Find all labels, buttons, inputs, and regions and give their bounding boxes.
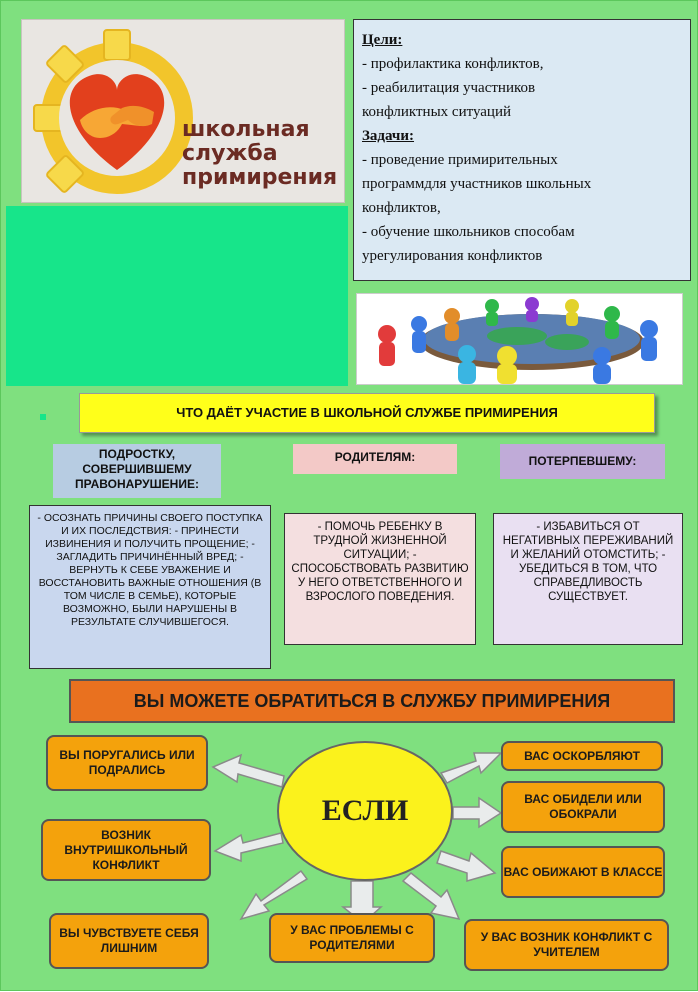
case-feel-superfluous: ВЫ ЧУВСТВУЕТЕ СЕБЯ ЛИШНИМ (49, 913, 209, 969)
task-line: - обучение школьников способам (362, 224, 575, 240)
logo-text: школьная служба примирения (182, 117, 338, 190)
goals-heading: Цели: (362, 32, 403, 48)
case-bullied-in-class: ВАС ОБИЖАЮТ В КЛАССЕ (501, 846, 665, 898)
parents-benefits-card: - ПОМОЧЬ РЕБЕНКУ В ТРУДНОЙ ЖИЗНЕННОЙ СИТУАЦИИ; - СПОСОБСТВОВАТЬ РАЗВИТИЮ У НЕГО ОТВЕТСТВЕННОГО И ВЗРОСЛОГО ПОВЕДЕНИЯ. (284, 513, 476, 645)
task-line: урегулирования конфликтов (362, 248, 543, 264)
case-teacher-conflict: У ВАС ВОЗНИК КОНФЛИКТ С УЧИТЕЛЕМ (464, 919, 669, 971)
victim-header: ПОТЕРПЕВШЕМУ: (500, 444, 665, 479)
parents-header: РОДИТЕЛЯМ: (293, 444, 457, 474)
benefits-title: ЧТО ДАЁТ УЧАСТИЕ В ШКОЛЬНОЙ СЛУЖБЕ ПРИМИРЕНИЯ (79, 393, 655, 433)
case-parent-problems: У ВАС ПРОБЛЕМЫ С РОДИТЕЛЯМИ (269, 913, 435, 963)
task-line: - проведение примирительных (362, 152, 558, 168)
case-insulted: ВАС ОСКОРБЛЯЮТ (501, 741, 663, 771)
victim-benefits-card: - ИЗБАВИТЬСЯ ОТ НЕГАТИВНЫХ ПЕРЕЖИВАНИЙ И ЖЕЛАНИЙ ОТОМСТИТЬ; - УБЕДИТЬСЯ В ТОМ, ЧТО СПРАВЕДЛИВОСТЬ СУЩЕСТВУЕТ. (493, 513, 683, 645)
task-line: конфликтов, (362, 200, 441, 216)
if-ellipse: ЕСЛИ (277, 741, 453, 881)
case-quarrel: ВЫ ПОРУГАЛИСЬ ИЛИ ПОДРАЛИСЬ (46, 735, 208, 791)
teen-benefits-card: - ОСОЗНАТЬ ПРИЧИНЫ СВОЕГО ПОСТУПКА И ИХ ПОСЛЕДСТВИЯ: - ПРИНЕСТИ ИЗВИНЕНИЯ И ПОЛУЧИТЬ ПРОЩЕНИЕ; - ЗАГЛАДИТЬ ПРИЧИНЁННЫЙ ВРЕД; - ВЕРНУТЬ К СЕБЕ УВАЖЕНИЕ И ВОССТАНОВИТЬ ВАЖНЫЕ ОТНОШЕНИЯ (В ТОМ ЧИСЛЕ В СЕМЬЕ), КОТОРЫЕ ВОЗМОЖНО, БЫЛИ НАРУШЕНЫ В РЕЗУЛЬТАТЕ СЛУЧИВШЕГОСЯ. (29, 505, 271, 669)
case-offended-robbed: ВАС ОБИДЕЛИ ИЛИ ОБОКРАЛИ (501, 781, 665, 833)
goal-line: - реабилитация участников (362, 80, 536, 96)
goal-line: конфликтных ситуаций (362, 104, 511, 120)
task-line: программдля участников школьных (362, 176, 592, 192)
contact-title: ВЫ МОЖЕТЕ ОБРАТИТЬСЯ В СЛУЖБУ ПРИМИРЕНИЯ (69, 679, 675, 723)
teen-header: ПОДРОСТКУ, СОВЕРШИВШЕМУ ПРАВОНАРУШЕНИЕ: (53, 444, 221, 498)
tasks-heading: Задачи: (362, 128, 415, 144)
case-internal-conflict: ВОЗНИК ВНУТРИШКОЛЬНЫЙ КОНФЛИКТ (41, 819, 211, 881)
goal-line: - профилактика конфликтов, (362, 56, 544, 72)
